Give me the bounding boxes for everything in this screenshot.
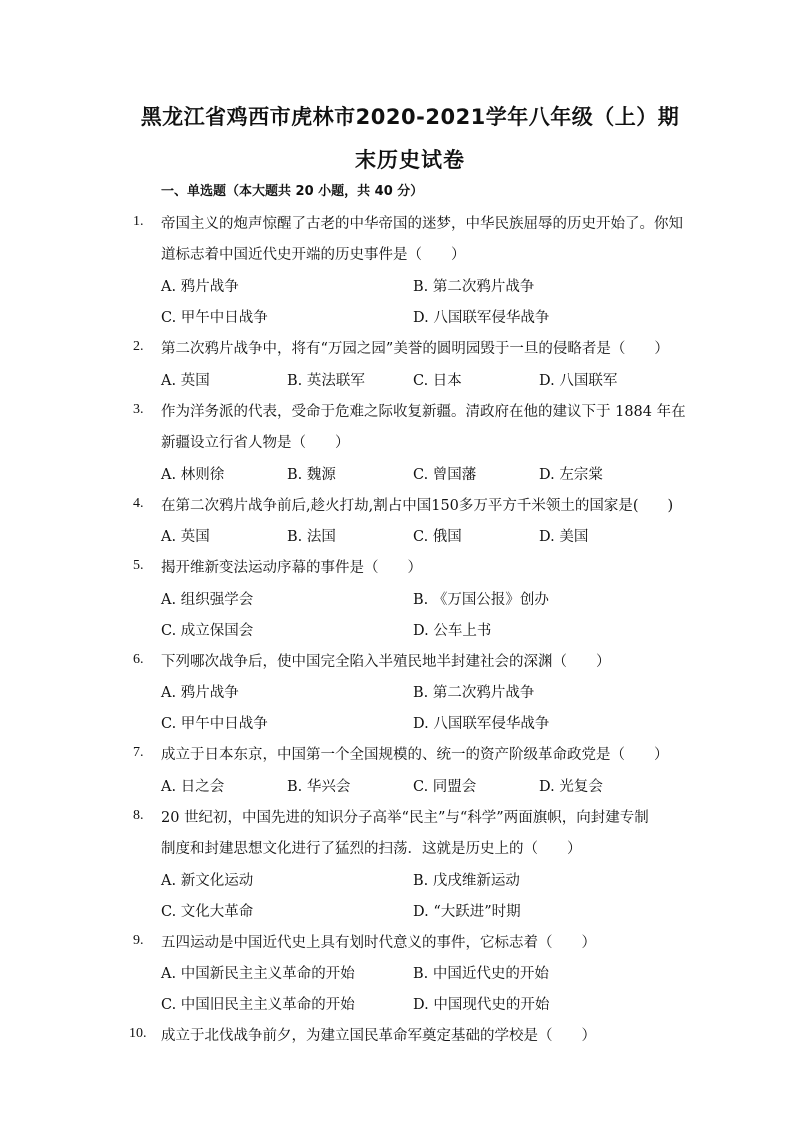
option-b: B. 华兴会 [287,779,351,795]
option-b: B. 中国近代史的开始 [413,966,549,982]
option-b: B. 戊戌维新运动 [413,873,520,889]
option-a: A. 新文化运动 [161,873,254,889]
question-text-line: 五四运动是中国近代史上具有划时代意义的事件，它标志着（ ） [161,935,596,951]
option-c: C. 中国旧民主主义革命的开始 [161,997,355,1013]
question-text-line: 第二次鸦片战争中，将有“万园之园”美誉的圆明园毁于一旦的侵略者是（ ） [161,341,669,357]
question-text-line: 成立于北伐战争前夕，为建立国民革命军奠定基础的学校是（ ） [161,1028,596,1044]
option-b: B. 英法联军 [287,373,365,389]
question-number: 7. [133,745,144,760]
option-b: B. 魏源 [287,467,336,483]
question-text-line: 成立于日本东京，中国第一个全国规模的、统一的资产阶级革命政党是（ ） [161,747,669,763]
option-c: C. 同盟会 [413,779,477,795]
question-number: 6. [133,652,144,667]
question-number: 2. [133,339,144,354]
option-c: C. 日本 [413,373,462,389]
question-number: 1. [133,214,144,229]
question-number: 10. [129,1026,147,1041]
question-text-line: 揭开维新变法运动序幕的事件是（ ） [161,560,422,576]
option-a: A. 中国新民主主义革命的开始 [161,966,355,982]
option-a: A. 日之会 [161,779,225,795]
option-c: C. 文化大革命 [161,904,254,920]
option-a: A. 鸦片战争 [161,279,239,295]
option-d: D. 公车上书 [413,623,492,639]
option-d: D. “大跃进”时期 [413,904,521,920]
question-text-line: 制度和封建思想文化进行了猛烈的扫荡．这就是历史上的（ ） [161,841,582,857]
option-a: A. 英国 [161,373,210,389]
option-d: D. 八国联军侵华战争 [413,310,550,326]
question-text-line: 帝国主义的炮声惊醒了古老的中华帝国的迷梦，中华民族屈辱的历史开始了。你知 [161,216,683,232]
option-a: A. 组织强学会 [161,592,254,608]
option-c: C. 甲午中日战争 [161,310,268,326]
exam-title-line1: 黑龙江省鸡西市虎林市2020-2021学年八年级（上）期 [140,105,680,129]
option-a: A. 林则徐 [161,467,225,483]
option-d: D. 左宗棠 [539,467,603,483]
option-b: B. 第二次鸦片战争 [413,279,535,295]
question-number: 4. [133,496,144,511]
option-d: D. 八国联军 [539,373,618,389]
question-text-line: 作为洋务派的代表，受命于危难之际收复新疆。清政府在他的建议下于 1884 年在 [161,404,686,420]
question-text-line: 下列哪次战争后，使中国完全陷入半殖民地半封建社会的深渊（ ） [161,654,611,670]
exam-title-line2: 末历史试卷 [355,148,465,172]
question-text-line: 道标志着中国近代史开端的历史事件是（ ） [161,247,466,263]
option-b: B. 《万国公报》创办 [413,592,549,608]
question-number: 3. [133,402,144,417]
question-text-line: 在第二次鸦片战争前后,趁火打劫,割占中国150多万平方千米领土的国家是( ) [161,498,674,514]
option-c: C. 俄国 [413,529,462,545]
question-number: 9. [133,933,144,948]
option-d: D. 光复会 [539,779,603,795]
question-number: 8. [133,808,144,823]
section-header: 一、单选题（本大题共 20 小题，共 40 分） [161,184,424,199]
option-c: C. 成立保国会 [161,623,254,639]
option-b: B. 第二次鸦片战争 [413,685,535,701]
question-number: 5. [133,558,144,573]
option-b: B. 法国 [287,529,336,545]
option-c: C. 曾国藩 [413,467,477,483]
option-a: A. 鸦片战争 [161,685,239,701]
option-c: C. 甲午中日战争 [161,716,268,732]
question-text-line: 新疆设立行省人物是（ ） [161,435,350,451]
question-text-line: 20 世纪初，中国先进的知识分子高举“民主”与“科学”两面旗帜，向封建专制 [161,810,649,826]
option-d: D. 中国现代史的开始 [413,997,550,1013]
option-a: A. 英国 [161,529,210,545]
option-d: D. 美国 [539,529,589,545]
option-d: D. 八国联军侵华战争 [413,716,550,732]
